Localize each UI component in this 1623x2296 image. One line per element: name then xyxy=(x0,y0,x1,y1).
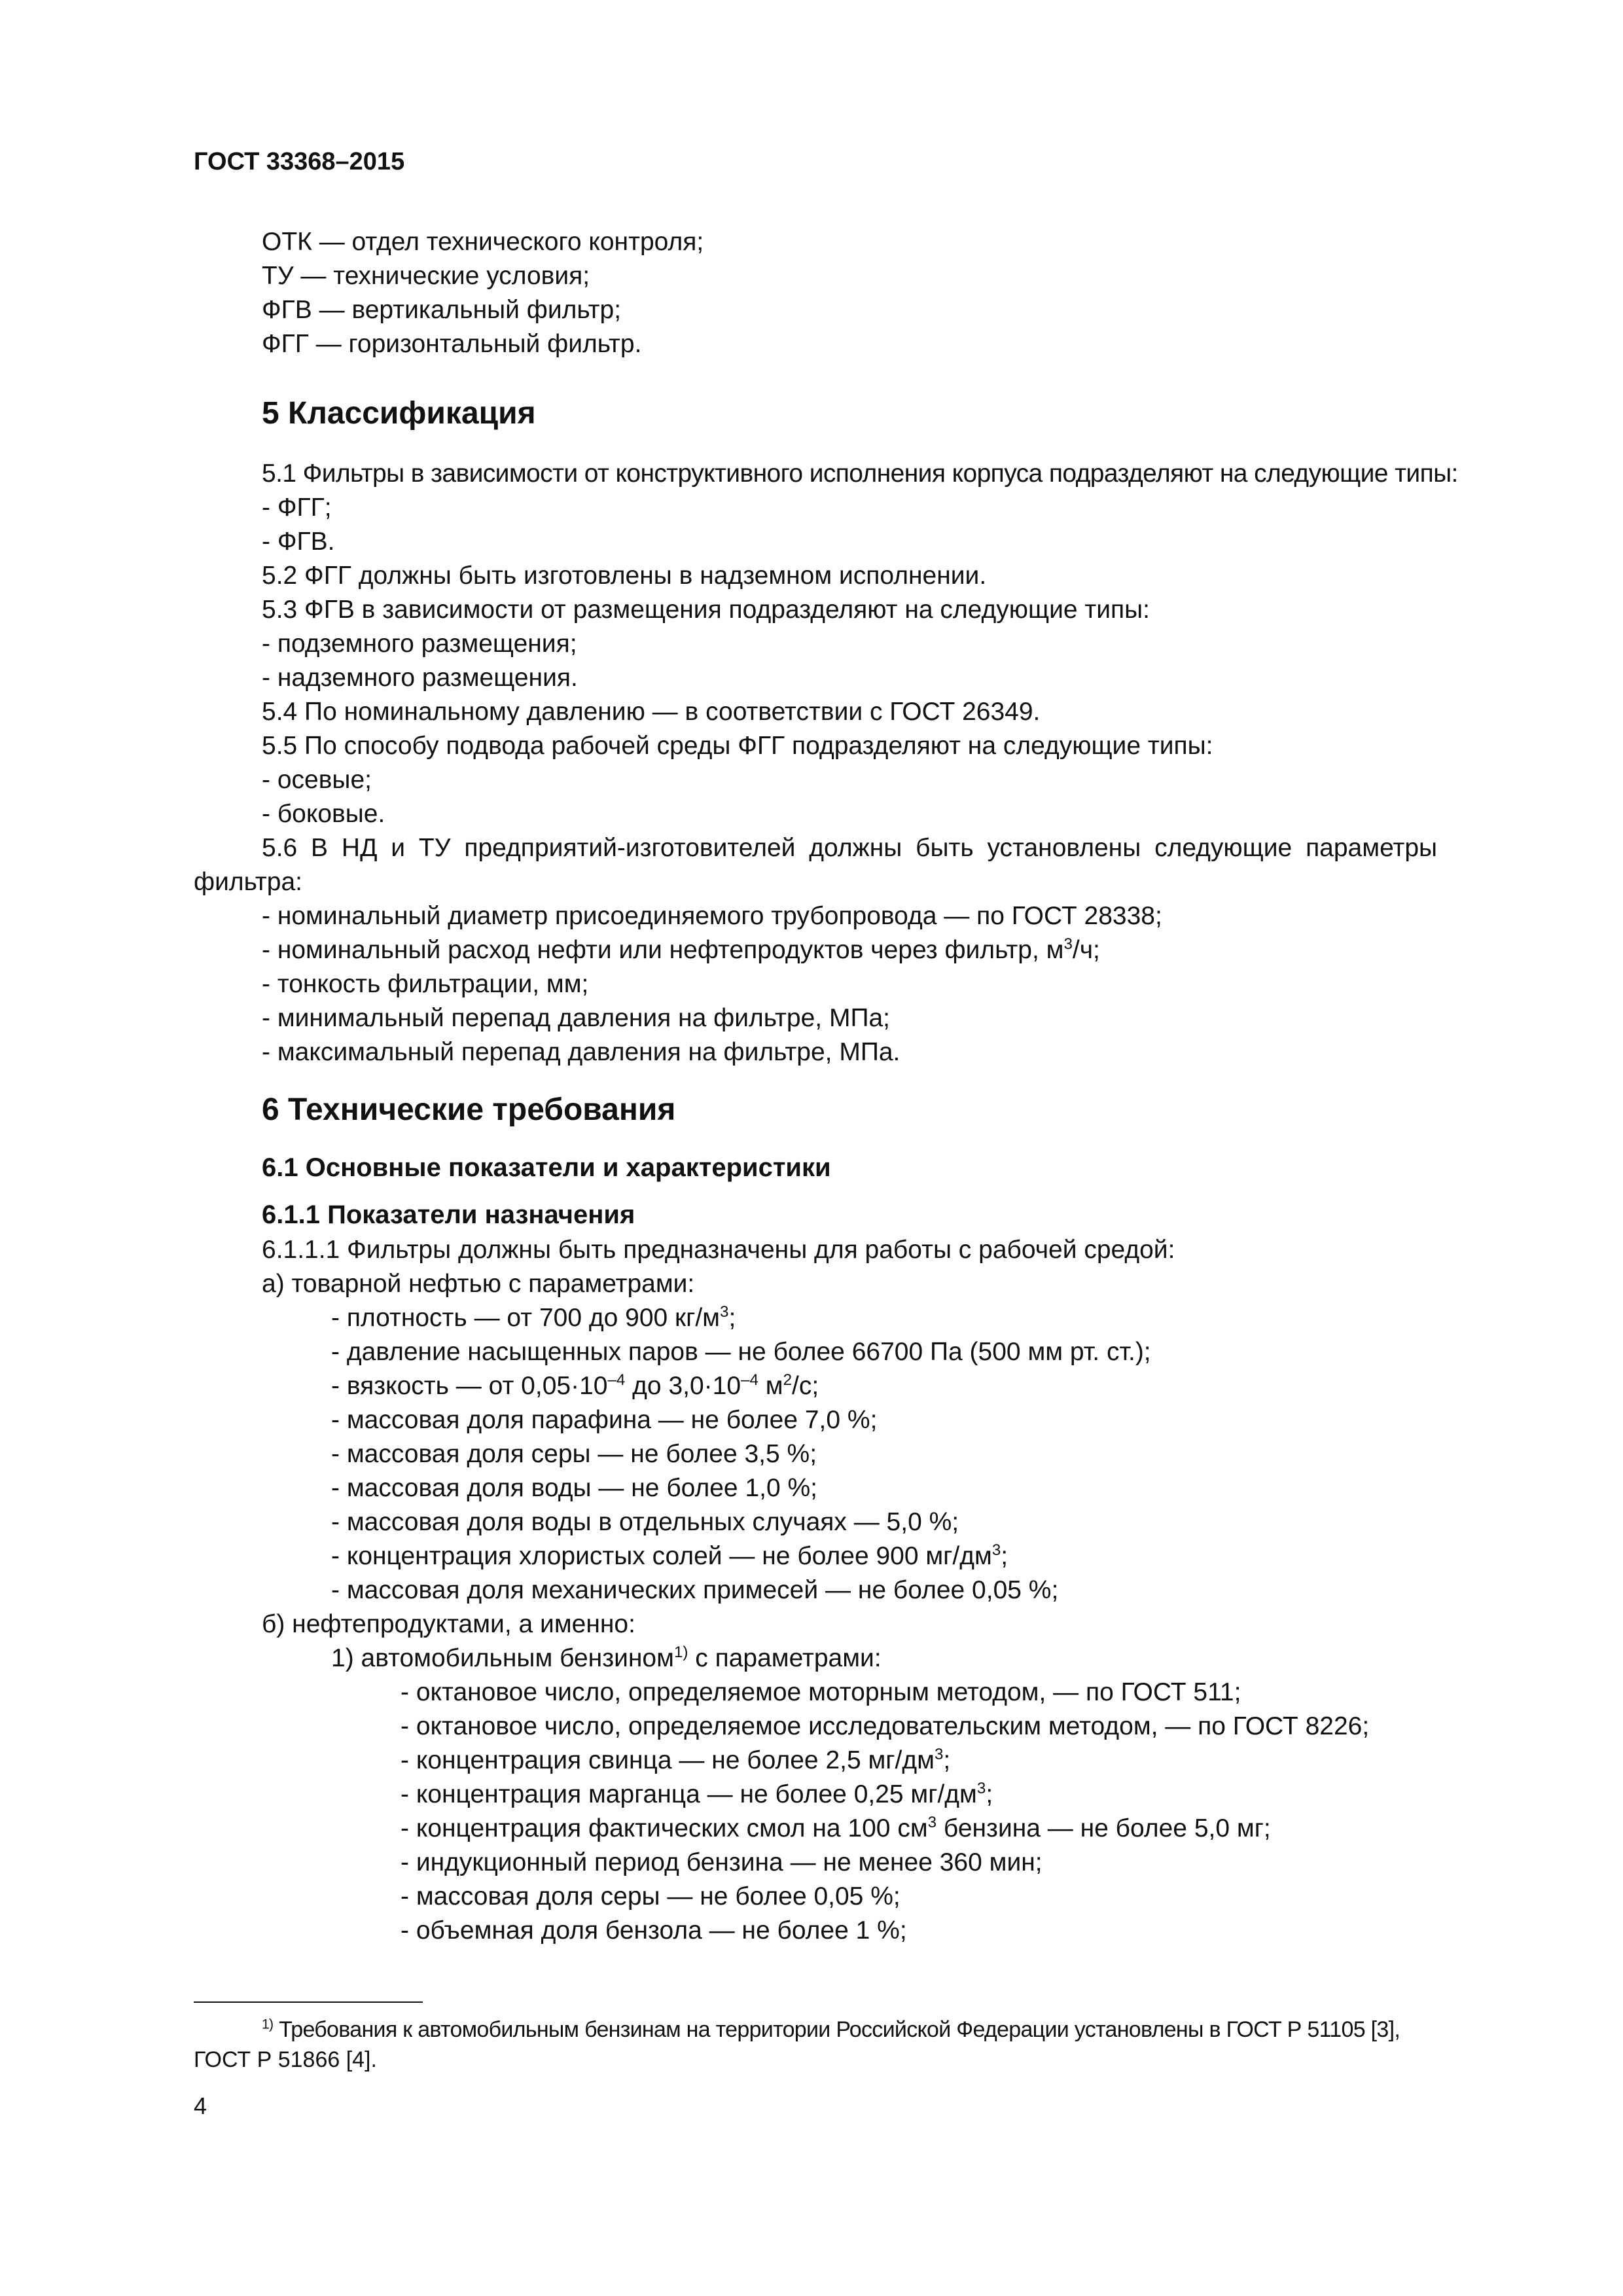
item-a-crude-oil: а) товарной нефтью с параметрами: xyxy=(262,1270,695,1298)
clause-5-3-item-underground: - подземного размещения; xyxy=(262,630,577,658)
clause-5-5-item-axial: - осевые; xyxy=(262,766,372,794)
section-5-heading: 5 Классификация xyxy=(262,396,536,431)
clause-5-6-item-fineness: - тонкость фильтрации, мм; xyxy=(262,970,589,998)
item-b1-gasoline: 1) автомобильным бензином$^{1)}$ с параметрами: xyxy=(331,1643,882,1672)
abbrev-otk: ОТК — отдел технического контроля; xyxy=(262,228,704,256)
clause-5-3-item-aboveground: - надземного размещения. xyxy=(262,664,578,692)
clause-5-6-item-min-pressure: - минимальный перепад давления на фильтре, МПа; xyxy=(262,1004,891,1032)
gasoline-manganese: - концентрация марганца — не более 0,25 $мг/дм^3$; xyxy=(401,1780,993,1808)
crude-mechanical-impurities: - массовая доля механических примесей — не более 0,05 %; xyxy=(331,1576,1059,1604)
clause-5-1: 5.1 Фильтры в зависимости от конструктивного исполнения корпуса подразделяют на следующие типы: xyxy=(262,459,1458,488)
abbrev-tu: ТУ — технические условия; xyxy=(262,262,590,290)
clause-5-6-line-1: 5.6 В НД и ТУ предприятий-изготовителей должны быть установлены следующие параметры xyxy=(262,834,1438,862)
abbrev-fgg: ФГГ — горизонтальный фильтр. xyxy=(262,330,642,358)
gasoline-octane-motor: - октановое число, определяемое моторным методом, — по ГОСТ 511; xyxy=(401,1678,1241,1706)
gasoline-benzene: - объемная доля бензола — не более 1 %; xyxy=(401,1916,907,1945)
clause-5-5: 5.5 По способу подвода рабочей среды ФГГ подразделяют на следующие типы: xyxy=(262,732,1213,760)
clause-5-5-item-side: - боковые. xyxy=(262,800,385,828)
subsection-6-1-1-heading: 6.1.1 Показатели назначения xyxy=(262,1200,635,1229)
clause-6-1-1-1: 6.1.1.1 Фильтры должны быть предназначены для работы с рабочей средой: xyxy=(262,1236,1175,1264)
clause-5-1-item-fgg: - ФГГ; xyxy=(262,493,332,522)
clause-5-6-item-max-pressure: - максимальный перепад давления на фильтре, МПа. xyxy=(262,1038,901,1066)
subsection-6-1-heading: 6.1 Основные показатели и характеристики xyxy=(262,1153,831,1182)
clause-5-3: 5.3 ФГВ в зависимости от размещения подразделяют на следующие типы: xyxy=(262,596,1150,624)
clause-5-2: 5.2 ФГГ должны быть изготовлены в надземном исполнении. xyxy=(262,562,987,590)
section-6-heading: 6 Технические требования xyxy=(262,1092,676,1127)
clause-5-6-item-diameter: - номинальный диаметр присоединяемого трубопровода — по ГОСТ 28338; xyxy=(262,902,1162,930)
gasoline-induction-period: - индукционный период бензина — не менее 360 мин; xyxy=(401,1848,1043,1876)
clause-5-6-line-2: фильтра: xyxy=(194,868,302,896)
gasoline-octane-research: - октановое число, определяемое исследовательским методом, — по ГОСТ 8226; xyxy=(401,1712,1370,1740)
crude-water-special: - массовая доля воды в отдельных случаях — 5,0 %; xyxy=(331,1508,959,1536)
crude-viscosity: - вязкость — от $0,05\cdot 10^{-4}$ до $3,0\cdot 10^{-4}$ $м^2/с$; xyxy=(331,1371,819,1400)
clause-5-4: 5.4 По номинальному давлению — в соответствии с ГОСТ 26349. xyxy=(262,698,1041,726)
gasoline-sulfur: - массовая доля серы — не более 0,05 %; xyxy=(401,1882,901,1910)
crude-vapor-pressure: - давление насыщенных паров — не более 66700 Па (500 мм рт. ст.); xyxy=(331,1338,1151,1366)
crude-paraffin: - массовая доля парафина — не более 7,0 %; xyxy=(331,1406,878,1434)
crude-density: - плотность — от 700 до 900 $кг/м^3$; xyxy=(331,1303,736,1332)
clause-5-6-item-flow: - номинальный расход нефти или нефтепродуктов через фильтр, $м^3/ч$; xyxy=(262,935,1100,964)
gasoline-resins: - концентрация фактических смол на 100 $см^3$ бензина — не более 5,0 мг; xyxy=(401,1814,1271,1842)
abbrev-fgv: ФГВ — вертикальный фильтр; xyxy=(262,296,622,324)
footnote-line-2: ГОСТ Р 51866 [4]. xyxy=(194,2047,377,2072)
page-number: 4 xyxy=(194,2092,207,2119)
crude-chloride-salts: - концентрация хлористых солей — не более 900 $мг/дм^3$; xyxy=(331,1541,1008,1570)
crude-sulfur: - массовая доля серы — не более 3,5 %; xyxy=(331,1440,817,1468)
footnote-separator xyxy=(194,2001,423,2003)
footnote-line-1: $^{1)}$ Требования к автомобильным бензинам на территории Российской Федерации установлены в ГОСТ Р 51105 [3], xyxy=(262,2017,1400,2042)
gasoline-lead: - концентрация свинца — не более 2,5 $мг/дм^3$; xyxy=(401,1746,951,1774)
crude-water: - массовая доля воды — не более 1,0 %; xyxy=(331,1474,818,1502)
item-b-petroleum-products: б) нефтепродуктами, а именно: xyxy=(262,1610,635,1638)
document-number: ГОСТ 33368–2015 xyxy=(194,148,405,175)
clause-5-1-item-fgv: - ФГВ. xyxy=(262,528,335,556)
